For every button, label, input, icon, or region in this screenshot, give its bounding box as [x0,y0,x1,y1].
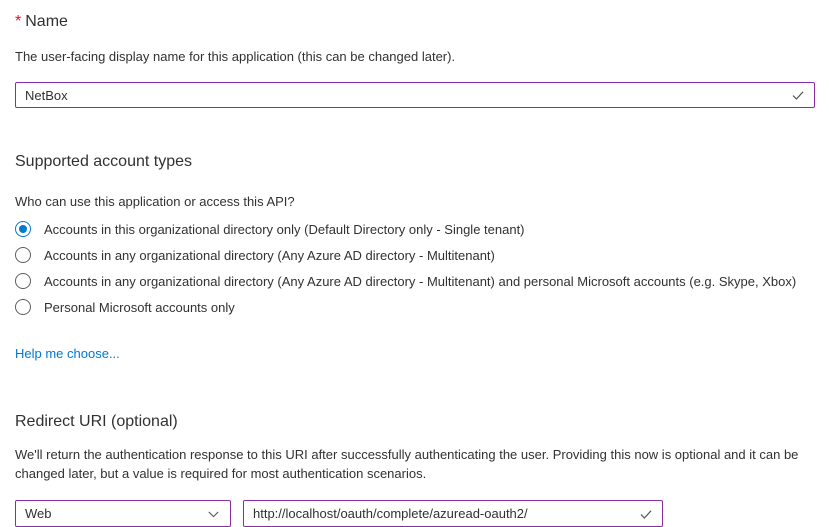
radio-button-icon[interactable] [15,247,31,263]
platform-select[interactable] [15,500,231,527]
radio-button-icon[interactable] [15,299,31,315]
redirect-uri-field-wrap [243,500,663,527]
name-section-title [15,12,815,32]
radio-option-label: Accounts in any organizational directory (Any Azure AD directory - Multitenant) and personal Microsoft accounts (e.g. Skype, Xbox) [44,273,797,289]
radio-option-label: Personal Microsoft accounts only [44,299,235,315]
name-title-text: Name [25,13,68,30]
account-types-question: Who can use this application or access this API? [15,194,295,209]
account-types-title: Supported account types [15,153,193,170]
redirect-uri-row [15,500,815,527]
required-asterisk: * [15,13,22,30]
redirect-uri-input[interactable] [243,500,663,527]
platform-selected-value: Web [25,506,52,521]
radio-option-single-tenant[interactable] [15,216,815,242]
redirect-uri-description: We'll return the authentication response to this URI after successfully authenticating the user. Providing this now is optional and it can be changed later, but a value is required for most authentication scenarios. [15,447,799,481]
redirect-uri-title: Redirect URI (optional) [15,413,178,430]
radio-option-personal-only[interactable] [15,294,815,320]
account-types-radio-group [15,216,815,320]
radio-button-icon[interactable] [15,273,31,289]
radio-button-icon[interactable] [15,221,31,237]
name-field-wrap [15,82,815,108]
chevron-down-icon [206,506,221,521]
radio-option-multitenant[interactable] [15,242,815,268]
radio-option-label: Accounts in this organizational directory only (Default Directory only - Single tenant) [44,221,525,237]
radio-option-multitenant-personal[interactable] [15,268,815,294]
name-input[interactable] [15,82,815,108]
name-description: The user-facing display name for this application (this can be changed later). [15,49,456,64]
help-me-choose-link[interactable]: Help me choose... [15,346,120,361]
radio-option-label: Accounts in any organizational directory (Any Azure AD directory - Multitenant) [44,247,495,263]
